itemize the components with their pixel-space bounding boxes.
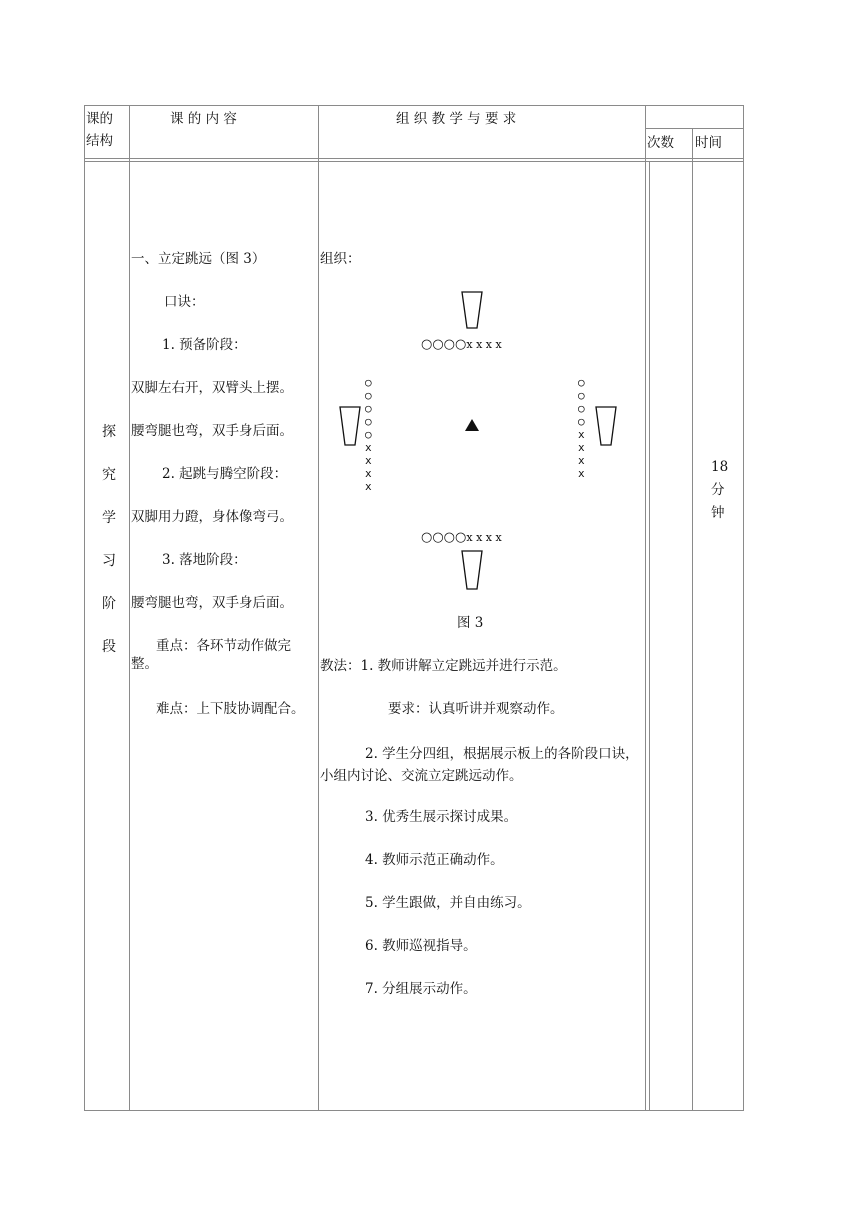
teacher-triangle-icon (464, 418, 480, 432)
col-divider-3 (645, 105, 646, 1111)
time-value: 18 (711, 459, 729, 475)
cup-top-icon (461, 291, 483, 329)
formation-col-left: ○ ○ ○ ○ ○ x x x x (365, 376, 372, 493)
header-content: 课 的 内 容 (170, 111, 237, 127)
formation-row-bottom (421, 531, 502, 544)
col-divider-4 (692, 128, 693, 1111)
col-divider-3b (649, 161, 650, 1111)
step-5: 5. 学生跟做，并自由练习。 (365, 895, 531, 911)
header-structure-line1: 课的 (86, 111, 113, 127)
stage2-line1: 双脚用力蹬，身体像弯弓。 (131, 509, 293, 525)
figure-caption: 图 3 (457, 615, 484, 631)
difficulty: 难点：上下肢协调配合。 (156, 701, 305, 717)
step-4: 4. 教师示范正确动作。 (365, 852, 504, 868)
stage1-line1: 双脚左右开，双臂头上摆。 (131, 380, 293, 396)
formation-row-top (421, 338, 502, 351)
table-left-border (84, 105, 85, 1111)
content-title: 一、立定跳远（图 3） (131, 251, 266, 267)
organization-label: 组织： (320, 251, 361, 267)
table-right-border (743, 105, 744, 1111)
stage2-heading: 2. 起跳与腾空阶段： (162, 466, 288, 482)
time-unit-2: 钟 (711, 505, 725, 521)
section-char-1: 探 (102, 424, 116, 440)
header-split-line (645, 128, 744, 129)
header-time: 时间 (695, 135, 722, 151)
step-7: 7. 分组展示动作。 (365, 981, 477, 997)
header-count: 次数 (647, 135, 674, 151)
section-char-5: 阶 (102, 596, 116, 612)
mnemonic-label: 口诀： (164, 294, 205, 310)
formation-bottom-circles: ○○○○ (421, 530, 467, 545)
time-unit-1: 分 (711, 482, 725, 498)
header-organization: 组 织 教 学 与 要 求 (396, 111, 517, 127)
formation-bottom-x: x x x x (466, 531, 502, 544)
cup-left-icon (339, 406, 361, 446)
section-char-4: 习 (102, 553, 116, 569)
stage1-line2: 腰弯腿也弯，双手身后面。 (131, 423, 293, 439)
col-divider-2 (318, 105, 319, 1111)
cup-right-icon (595, 406, 617, 446)
header-structure-line2: 结构 (86, 133, 113, 149)
cup-bottom-icon (461, 550, 483, 590)
teaching-method: 教法：1. 教师讲解立定跳远并进行示范。 (320, 658, 567, 674)
formation-top-x: x x x x (466, 338, 502, 351)
section-char-6: 段 (102, 639, 116, 655)
stage1-heading: 1. 预备阶段： (162, 337, 247, 353)
section-char-3: 学 (102, 510, 116, 526)
col-divider-1 (129, 105, 130, 1111)
step-2: 2. 学生分四组，根据展示板上的各阶段口诀，小组内讨论、交流立定跳远动作。 (320, 746, 639, 784)
formation-col-right: ○ ○ ○ ○ x x x x (578, 376, 585, 480)
step-6: 6. 教师巡视指导。 (365, 938, 477, 954)
stage3-heading: 3. 落地阶段： (162, 552, 247, 568)
requirement: 要求：认真听讲并观察动作。 (388, 701, 564, 717)
section-char-2: 究 (102, 467, 116, 483)
stage3-line1: 腰弯腿也弯，双手身后面。 (131, 595, 293, 611)
formation-top-circles: ○○○○ (421, 337, 467, 352)
step-3: 3. 优秀生展示探讨成果。 (365, 809, 518, 825)
key-point: 重点：各环节动作做完整。 (131, 638, 291, 672)
